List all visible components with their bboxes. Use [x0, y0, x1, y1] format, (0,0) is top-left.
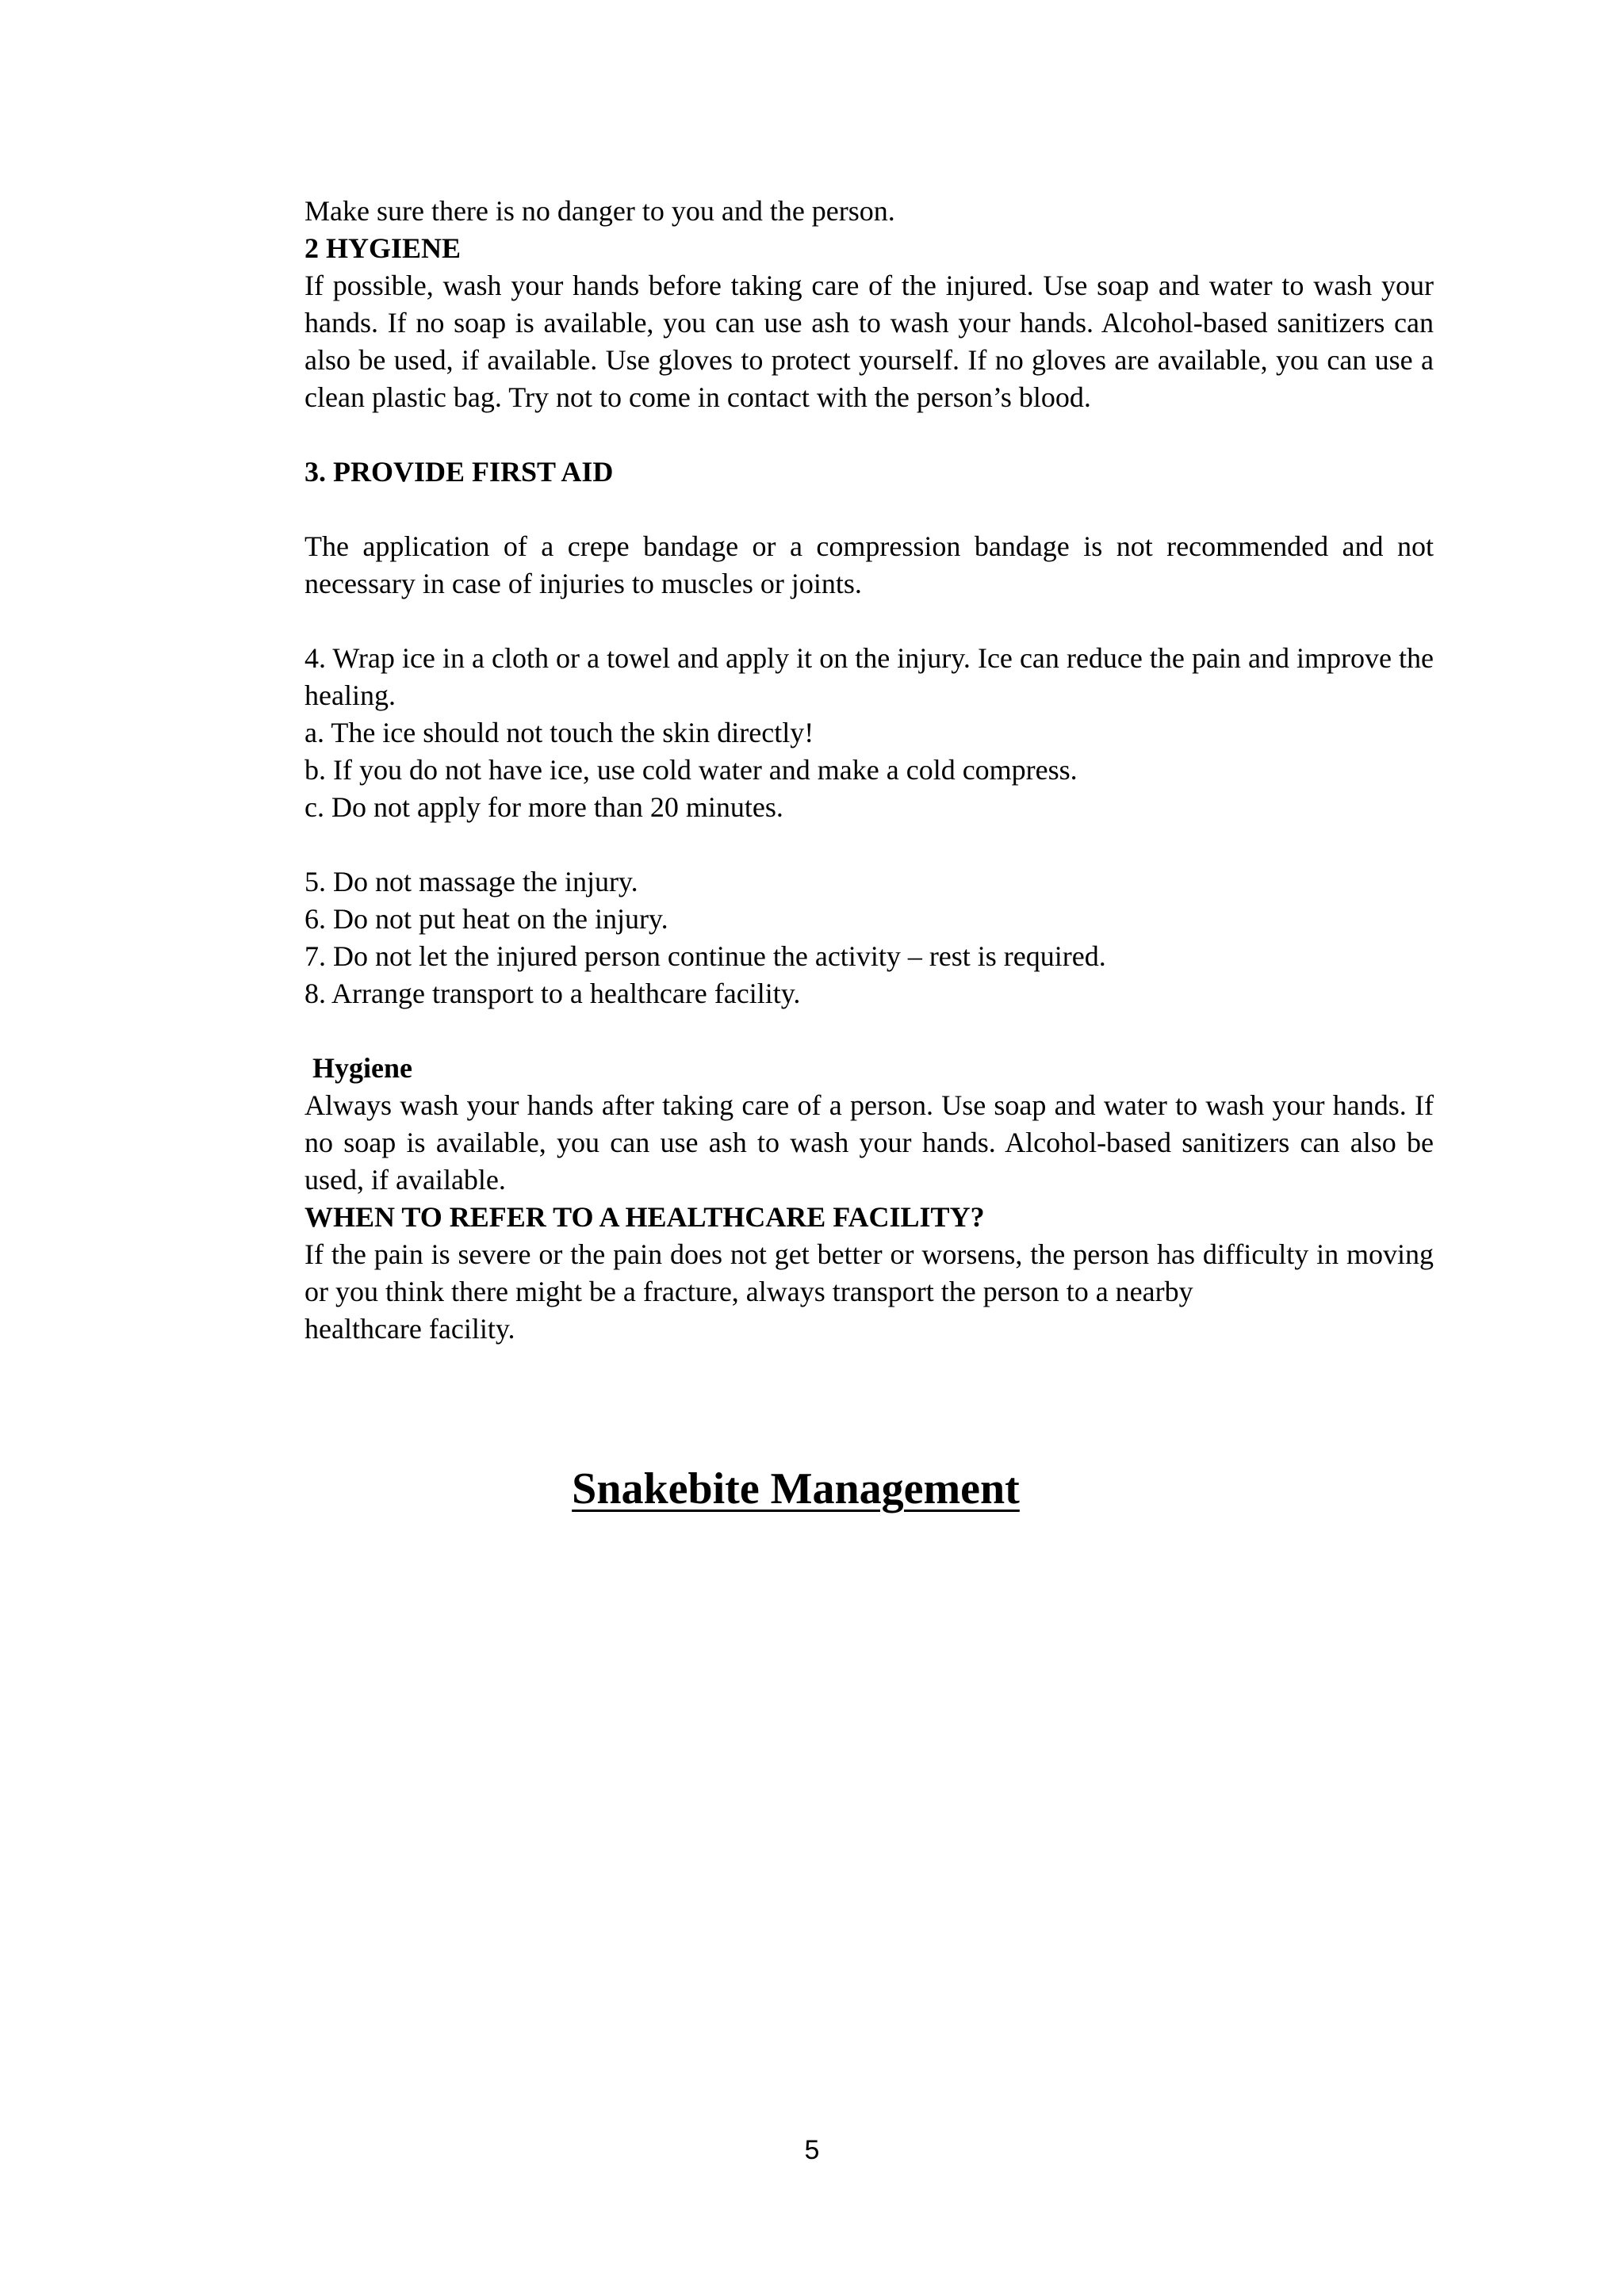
ice-note-c: c. Do not apply for more than 20 minutes.: [304, 791, 783, 823]
spacer: [304, 416, 1434, 453]
hygiene-heading-2: Hygiene: [312, 1052, 412, 1084]
refer-paragraph-line-2: healthcare facility.: [304, 1313, 515, 1345]
spacer: [304, 826, 1434, 863]
hygiene-heading: 2 HYGIENE: [304, 232, 462, 264]
first-aid-paragraph: The application of a crepe bandage or a compression bandage is not recommended and not necessary in case of injuries to muscles or joints.: [304, 530, 1434, 599]
step-5: 5. Do not massage the injury.: [304, 866, 638, 897]
intro-line: Make sure there is no danger to you and the person.: [304, 195, 895, 227]
first-aid-heading: 3. PROVIDE FIRST AID: [304, 456, 614, 488]
ice-note-a: a. The ice should not touch the skin directly!: [304, 717, 814, 748]
ice-note-b: b. If you do not have ice, use cold water and make a cold compress.: [304, 754, 1078, 786]
spacer: [304, 491, 1434, 528]
spacer: [304, 1012, 1434, 1050]
spacer: [304, 603, 1434, 640]
document-body: [304, 193, 1434, 1348]
page-number: 5: [804, 2135, 820, 2165]
hygiene-paragraph: If possible, wash your hands before taking care of the injured. Use soap and water to wash your hands. If no soap is available, you can use ash to wash your hands. Alcohol-based sanitizers can also be used, if available. Use gloves to protect yourself. If no gloves are available, you can use a clean plastic bag. Try not to come in contact with the person’s blood.: [304, 270, 1434, 413]
hygiene-paragraph-2: Always wash your hands after taking care of a person. Use soap and water to wash your hands. If no soap is available, you can use ash to wash your hands. Alcohol-based sanitizers can also be used, if available.: [304, 1089, 1434, 1196]
step-8: 8. Arrange transport to a healthcare facility.: [304, 978, 801, 1009]
refer-heading: WHEN TO REFER TO A HEALTHCARE FACILITY?: [304, 1201, 985, 1233]
ice-step: 4. Wrap ice in a cloth or a towel and apply it on the injury. Ice can reduce the pain and improve the healing.: [304, 642, 1434, 711]
section-title: Snakebite Management: [572, 1464, 1020, 1513]
step-7: 7. Do not let the injured person continue the activity – rest is required.: [304, 940, 1106, 972]
step-6: 6. Do not put heat on the injury.: [304, 903, 668, 935]
refer-paragraph-line-1: If the pain is severe or the pain does not get better or worsens, the person has difficulty in moving or you think there might be a fracture, always transport the person to a nearby: [304, 1238, 1434, 1307]
